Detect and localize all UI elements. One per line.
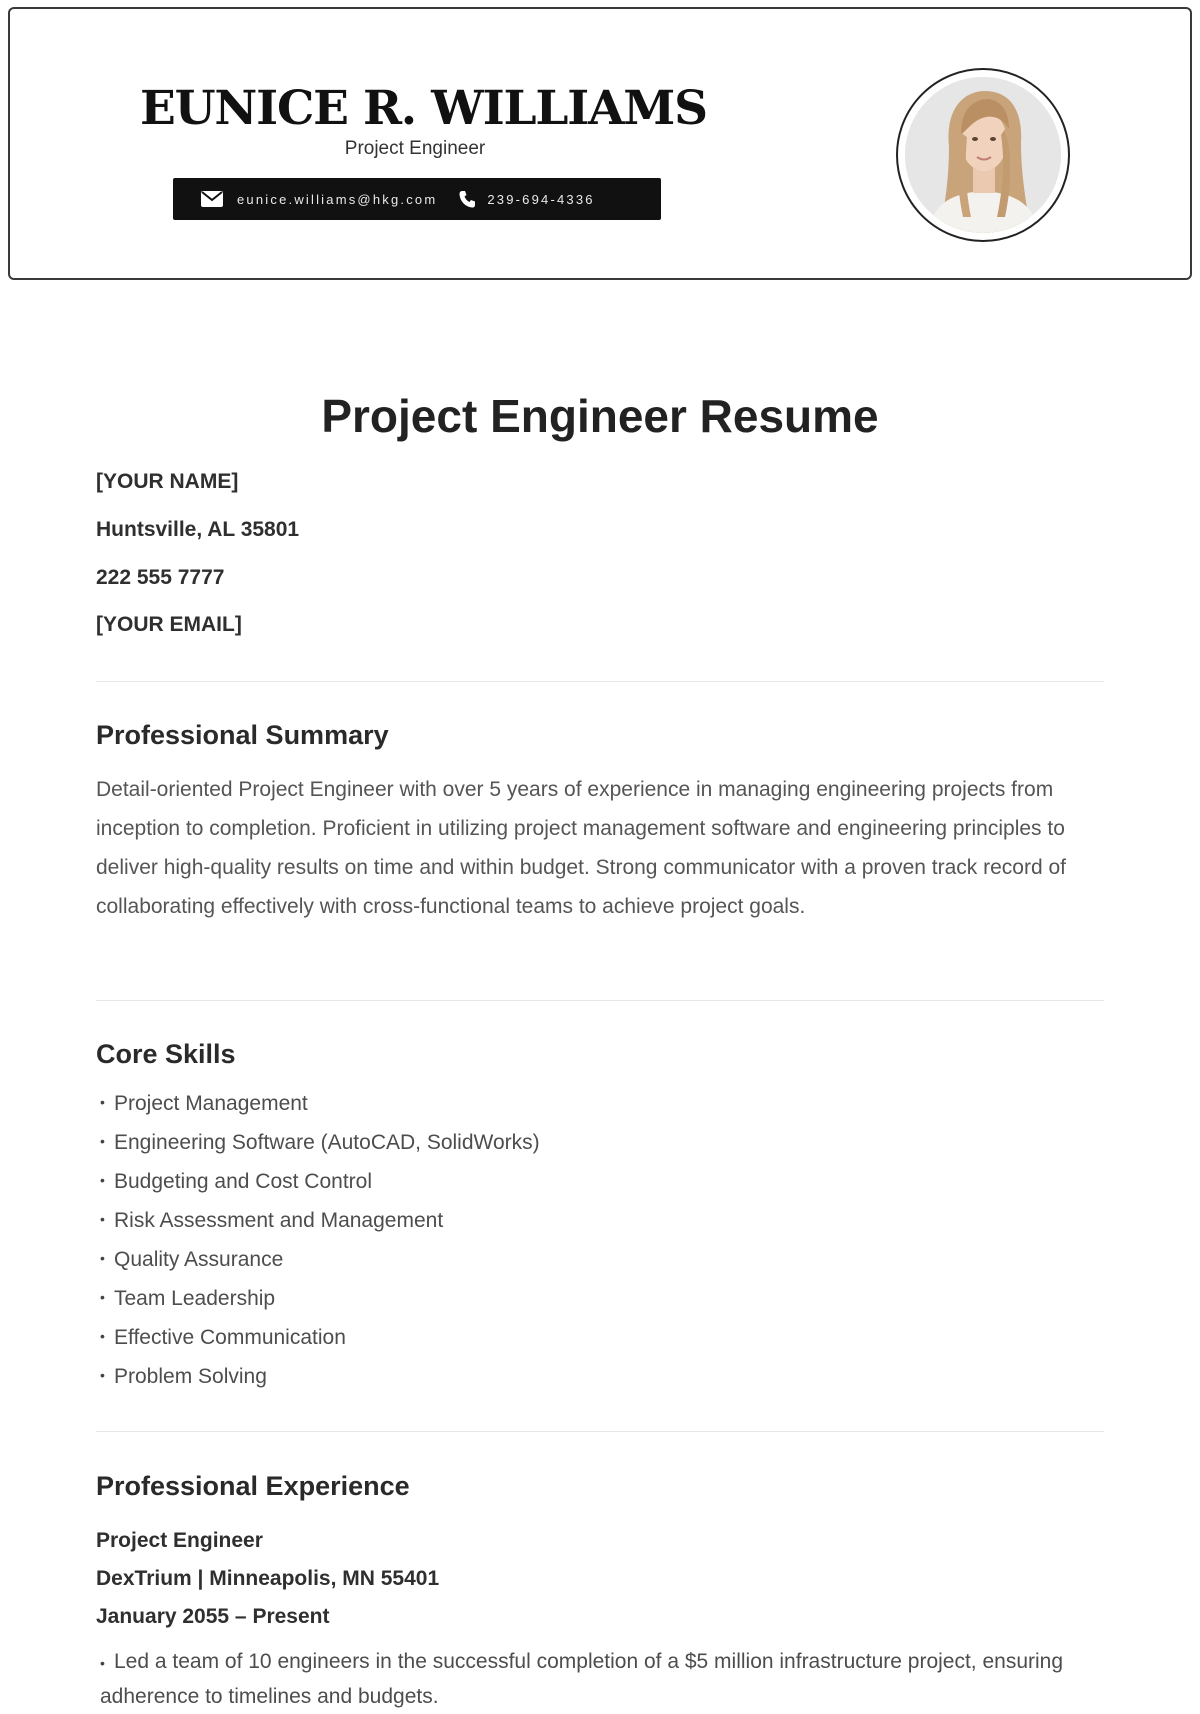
avatar [905, 77, 1061, 233]
section-divider [96, 1000, 1104, 1001]
summary-heading: Professional Summary [96, 720, 389, 750]
contact-bar [173, 178, 661, 220]
header-card [8, 7, 1192, 280]
skill-item: • Project Management [100, 1092, 308, 1115]
skill-item: • Effective Communication [100, 1326, 346, 1349]
experience-bullet: • Led a team of 10 engineers in the successful completion of a $5 million infrastructure project, ensuring adherence to timelines and budgets. [100, 1650, 1064, 1708]
header-email[interactable]: eunice.williams@hkg.com [237, 191, 438, 207]
skill-item: • Risk Assessment and Management [100, 1209, 444, 1232]
job-title: Project Engineer [96, 1529, 263, 1552]
skill-item: • Team Leadership [100, 1287, 276, 1310]
candidate-role: Project Engineer [344, 138, 486, 159]
experience-heading: Professional Experience [96, 1471, 410, 1501]
contact-location: Huntsville, AL 35801 [96, 518, 300, 541]
contact-name: [YOUR NAME] [96, 470, 239, 493]
summary-text: Detail-oriented Project Engineer with over 5 years of experience in managing engineering projects from inception to completion. Proficient in utilizing project management software and engineering principles to deliver high-quality results on time and within budget. Strong communicator with a proven track record of collaborating effectively with cross-functional teams to achieve project goals. [96, 778, 1066, 918]
contact-phone: 222 555 7777 [96, 566, 225, 589]
job-company: DexTrium | Minneapolis, MN 55401 [96, 1567, 440, 1590]
header-phone[interactable]: 239-694-4336 [487, 191, 595, 207]
phone-icon [459, 191, 477, 207]
contact-email: [YOUR EMAIL] [96, 613, 242, 636]
avatar-frame [896, 68, 1070, 242]
skill-item: • Engineering Software (AutoCAD, SolidWorks) [100, 1131, 540, 1154]
document-title: Project Engineer Resume [321, 390, 879, 442]
skill-item: • Quality Assurance [100, 1248, 284, 1271]
section-divider [96, 1431, 1104, 1432]
skill-item: • Problem Solving [100, 1365, 267, 1388]
skills-heading: Core Skills [96, 1039, 236, 1069]
section-divider [96, 681, 1104, 682]
skill-item: • Budgeting and Cost Control [100, 1170, 372, 1193]
job-dates: January 2055 – Present [96, 1605, 330, 1628]
candidate-name: EUNICE R. WILLIAMS [140, 81, 707, 136]
envelope-icon [201, 191, 223, 207]
